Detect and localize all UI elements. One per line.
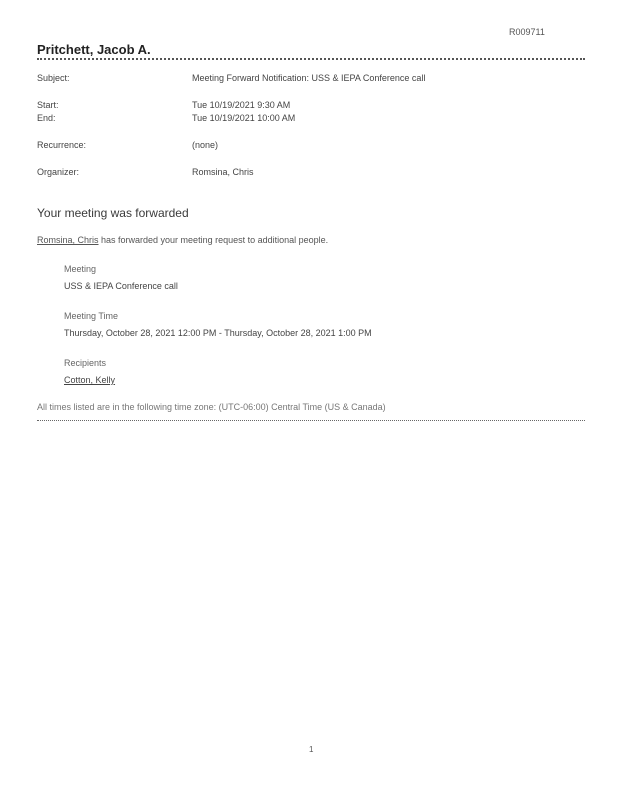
footer-divider: [37, 420, 585, 421]
meeting-time-label: Meeting Time: [64, 311, 119, 321]
end-label: End:: [37, 113, 56, 123]
timezone-note: All times listed are in the following time zone: (UTC-06:00) Central Time (US & Canada): [37, 402, 386, 412]
subject-value: Meeting Forward Notification: USS & IEPA Conference call: [192, 73, 426, 83]
organizer-label: Organizer:: [37, 167, 80, 177]
recurrence-value: (none): [192, 140, 219, 150]
recurrence-label: Recurrence:: [37, 140, 87, 150]
meeting-value: USS & IEPA Conference call: [64, 281, 178, 291]
sender-name: Pritchett, Jacob A.: [37, 42, 151, 57]
forward-message: [37, 235, 328, 245]
header-divider: [37, 58, 585, 60]
bates-number: R009711: [509, 27, 545, 37]
forwarder-link[interactable]: Romsina, Chris: [37, 235, 99, 245]
organizer-value: Romsina, Chris: [192, 167, 254, 177]
page-number: 1: [309, 745, 314, 754]
forwarded-heading: Your meeting was forwarded: [37, 206, 189, 220]
recipient-link[interactable]: Cotton, Kelly: [64, 375, 116, 385]
meeting-label: Meeting: [64, 264, 97, 274]
subject-label: Subject:: [37, 73, 70, 83]
start-label: Start:: [37, 100, 59, 110]
start-value: Tue 10/19/2021 9:30 AM: [192, 100, 291, 110]
forward-text: has forwarded your meeting request to additional people.: [98, 235, 329, 245]
end-value: Tue 10/19/2021 10:00 AM: [192, 113, 296, 123]
recipients-label: Recipients: [64, 358, 107, 368]
meeting-time-value: Thursday, October 28, 2021 12:00 PM - Thursday, October 28, 2021 1:00 PM: [64, 328, 372, 338]
